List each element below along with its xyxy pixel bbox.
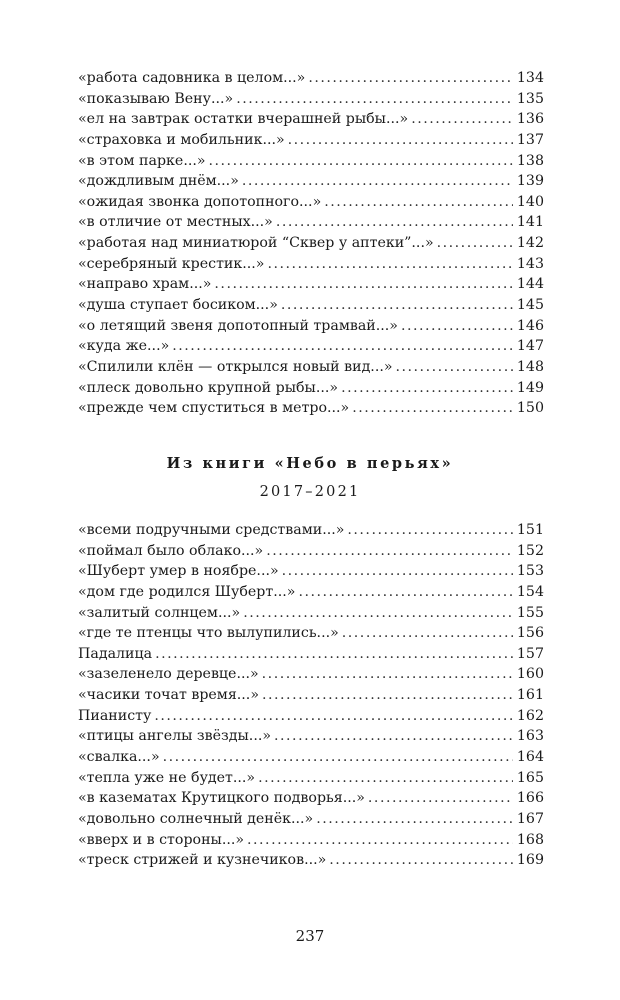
toc-entry-title: «птицы ангелы звёзды...» (78, 728, 272, 745)
toc-entry-title: «страховка и мобильник...» (78, 131, 285, 148)
toc-entry-page: 149 (516, 379, 544, 396)
toc-entry (78, 274, 544, 295)
toc-entry (78, 130, 544, 151)
toc-entry (78, 151, 544, 172)
toc-entry (78, 68, 544, 89)
toc-entry-title: «дом где родился Шуберт...» (78, 583, 296, 600)
toc-entry-title: «ожидая звонка допотопного...» (78, 193, 322, 210)
toc-entry (78, 89, 544, 110)
toc-entry-page: 145 (516, 297, 544, 314)
toc-entry (78, 706, 544, 727)
toc-entry-page: 136 (516, 111, 544, 128)
toc-entry (78, 109, 544, 130)
toc-entry (78, 623, 544, 644)
toc-entry-page: 140 (516, 193, 544, 210)
toc-entry-title: «работая над миниатюрой “Сквер у аптеки”...» (78, 235, 434, 252)
toc-entry-title: «вверх и в стороны...» (78, 831, 245, 848)
toc-list-part1 (78, 68, 544, 419)
page-number: 237 (295, 927, 325, 945)
toc-entry-title: «плеск довольно крупной рыбы...» (78, 379, 339, 396)
toc-entry-page: 162 (516, 707, 544, 724)
toc-entry-title: «работа садовника в целом...» (78, 70, 306, 86)
toc-entry (78, 809, 544, 830)
toc-entry (78, 830, 544, 851)
toc-entry-leader-dots (266, 541, 513, 562)
toc-entry-page: 138 (516, 152, 544, 169)
toc-entry (78, 233, 544, 254)
toc-entry-title: «серебряный крестик...» (78, 255, 265, 272)
toc-entry-title: «направо храм...» (78, 276, 212, 293)
toc-entry-leader-dots (352, 398, 513, 419)
toc-entry (78, 726, 544, 747)
toc-entry-leader-dots (437, 233, 513, 254)
toc-entry-title: «показываю Вену...» (78, 90, 234, 107)
toc-entry (78, 541, 544, 562)
toc-entry-title: «всеми подручными средствами...» (78, 522, 345, 538)
toc-entry-title: «прежде чем спуститься в метро...» (78, 400, 350, 417)
toc-list-part2 (78, 520, 544, 871)
toc-entry-title: «куда же...» (78, 338, 170, 355)
toc-entry-leader-dots (163, 747, 513, 768)
toc-entry (78, 316, 544, 337)
toc-entry-leader-dots (347, 520, 513, 541)
toc-entry-title: «свалка...» (78, 749, 160, 766)
toc-entry-page: 153 (516, 563, 544, 580)
toc-entry (78, 664, 544, 685)
toc-entry-leader-dots (308, 68, 513, 89)
toc-entry-page: 168 (516, 831, 544, 848)
toc-entry-page: 169 (516, 852, 544, 869)
toc-entry-title: «залитый солнцем...» (78, 604, 241, 621)
toc-entry-leader-dots (242, 171, 513, 192)
toc-entry-leader-dots (155, 644, 513, 665)
toc-entry-leader-dots (236, 89, 513, 110)
toc-entry-leader-dots (243, 603, 513, 624)
toc-entry-title: Падалица (78, 645, 153, 662)
toc-entry (78, 171, 544, 192)
toc-entry-title: «зазеленело деревце...» (78, 666, 259, 683)
toc-entry (78, 768, 544, 789)
toc-entry-leader-dots (154, 706, 513, 727)
toc-entry-title: «о летящий звеня допотопный трамвай...» (78, 317, 398, 334)
toc-entry-page: 157 (516, 645, 544, 662)
toc-entry-page: 161 (516, 687, 544, 704)
toc-entry-page: 147 (516, 338, 544, 355)
toc-entry-title: «Шуберт умер в ноябре...» (78, 563, 279, 580)
toc-entry-page: 141 (516, 214, 544, 231)
toc-entry-leader-dots (368, 788, 513, 809)
toc-entry-page: 143 (516, 255, 544, 272)
toc-entry-title: Пианисту (78, 707, 152, 724)
toc-entry (78, 582, 544, 603)
toc-entry-leader-dots (262, 664, 513, 685)
toc-entry-page: 163 (516, 728, 544, 745)
toc-entry-page: 151 (516, 522, 544, 538)
toc-entry-page: 144 (516, 276, 544, 293)
toc-entry (78, 685, 544, 706)
toc-entry-page: 146 (516, 317, 544, 334)
toc-entry-leader-dots (247, 830, 513, 851)
toc-entry-page: 152 (516, 542, 544, 559)
toc-entry-leader-dots (411, 109, 513, 130)
toc-entry-title: «в казематах Крутицкого подворья...» (78, 790, 365, 807)
toc-entry-leader-dots (267, 254, 512, 275)
toc-entry-leader-dots (262, 685, 513, 706)
toc-entry (78, 378, 544, 399)
toc-entry-page: 165 (516, 769, 544, 786)
toc-entry-leader-dots (288, 130, 513, 151)
toc-entry (78, 295, 544, 316)
toc-entry (78, 212, 544, 233)
toc-entry-page: 137 (516, 131, 544, 148)
toc-entry-page: 135 (516, 90, 544, 107)
toc-entry (78, 747, 544, 768)
section-heading: Из книги «Небо в перьях» (166, 455, 454, 472)
toc-entry-page: 142 (516, 235, 544, 252)
toc-entry-page: 166 (516, 790, 544, 807)
toc-entry-title: «довольно солнечный денёк...» (78, 810, 314, 827)
toc-entry-title: «треск стрижей и кузнечиков...» (78, 852, 327, 869)
toc-entry (78, 254, 544, 275)
toc-entry (78, 788, 544, 809)
toc-entry (78, 336, 544, 357)
toc-entry (78, 398, 544, 419)
toc-entry-title: «в этом парке...» (78, 152, 206, 169)
toc-entry-page: 160 (516, 666, 544, 683)
toc-entry-page: 148 (516, 358, 544, 375)
toc-entry-leader-dots (329, 850, 513, 871)
toc-entry-title: «душа ступает босиком...» (78, 297, 278, 314)
toc-entry-leader-dots (282, 561, 513, 582)
toc-entry (78, 850, 544, 871)
toc-entry (78, 603, 544, 624)
toc-entry-leader-dots (341, 378, 513, 399)
toc-entry (78, 561, 544, 582)
toc-entry-leader-dots (214, 274, 512, 295)
toc-entry-leader-dots (298, 582, 512, 603)
toc-entry-title: «тепла уже не будет...» (78, 769, 256, 786)
toc-entry-leader-dots (258, 768, 513, 789)
toc-entry (78, 357, 544, 378)
toc-entry-leader-dots (276, 212, 513, 233)
toc-entry (78, 520, 544, 541)
toc-entry-leader-dots (172, 336, 513, 357)
toc-entry-title: «где те птенцы что вылупились...» (78, 625, 339, 642)
toc-entry-leader-dots (401, 316, 513, 337)
toc-entry (78, 644, 544, 665)
toc-entry-page: 150 (516, 400, 544, 417)
toc-entry-leader-dots (316, 809, 513, 830)
toc-entry-page: 139 (516, 173, 544, 190)
toc-entry (78, 192, 544, 213)
toc-entry-leader-dots (324, 192, 513, 213)
toc-entry-title: «дождливым днём...» (78, 173, 239, 190)
toc-entry-page: 167 (516, 810, 544, 827)
toc-entry-page: 156 (516, 625, 544, 642)
toc-entry-title: «ел на завтрак остатки вчерашней рыбы...» (78, 111, 409, 128)
toc-entry-leader-dots (342, 623, 513, 644)
section-years: 2017–2021 (259, 484, 361, 500)
toc-entry-leader-dots (274, 726, 513, 747)
toc-entry-leader-dots (396, 357, 513, 378)
toc-entry-leader-dots (281, 295, 513, 316)
toc-entry-page: 155 (516, 604, 544, 621)
toc-entry-leader-dots (209, 151, 513, 172)
toc-entry-title: «в отличие от местных...» (78, 214, 273, 231)
toc-entry-title: «Спилили клён — открылся новый вид...» (78, 358, 393, 375)
toc-entry-title: «часики точат время...» (78, 687, 260, 704)
toc-entry-title: «поймал было облако...» (78, 542, 264, 559)
toc-entry-page: 134 (516, 70, 544, 86)
toc-entry-page: 164 (516, 749, 544, 766)
toc-entry-page: 154 (516, 583, 544, 600)
